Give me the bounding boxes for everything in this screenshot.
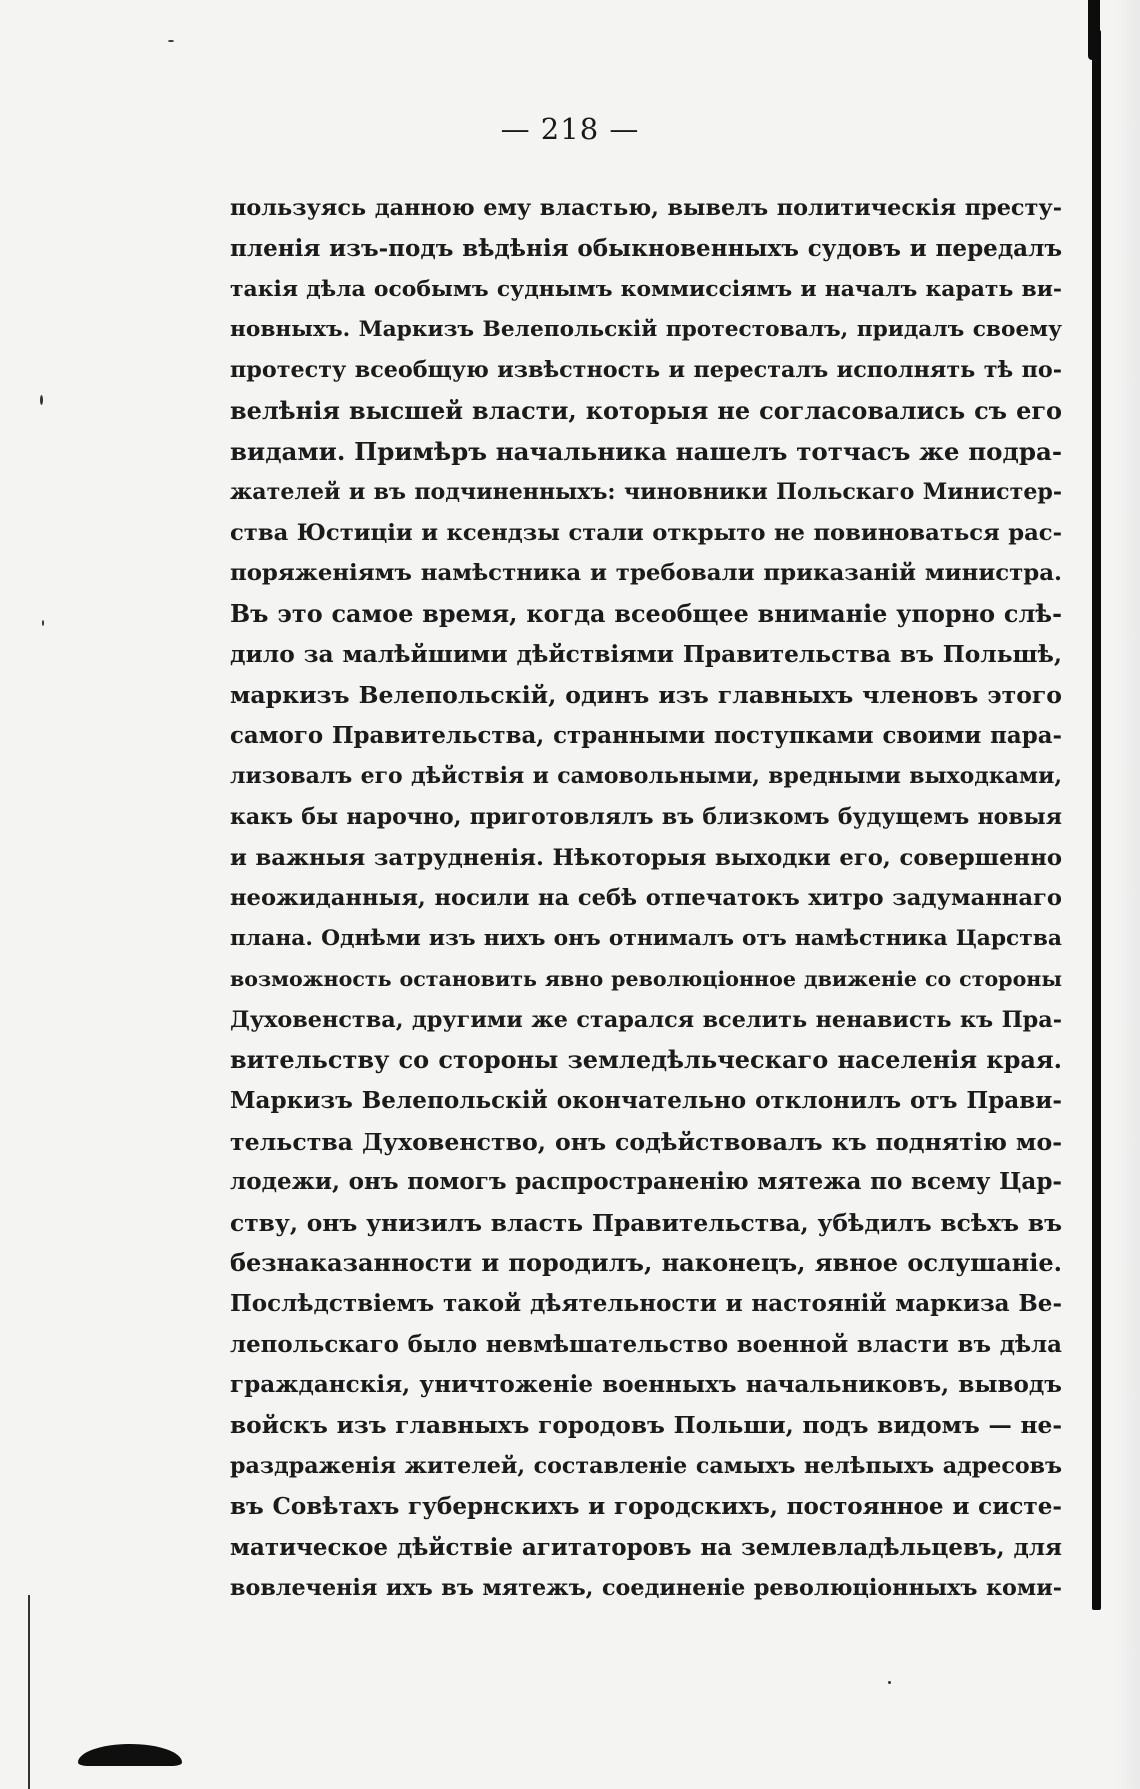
- text-line: ству, онъ унизилъ власть Правительства, убѣдилъ всѣхъ въ: [230, 1208, 1062, 1237]
- text-line: какъ бы нарочно, приготовлялъ въ близкомъ будущемъ новыя: [230, 803, 1062, 830]
- text-line: тельства Духовенство, онъ содѣйствовалъ къ поднятію мо-: [230, 1127, 1062, 1156]
- text-line: самого Правительства, странными поступками своими пара-: [230, 722, 1062, 749]
- scan-left-margin-line: [28, 1595, 30, 1789]
- scan-speck: [168, 40, 174, 42]
- text-line: Послѣдствіемъ такой дѣятельности и настояній маркиза Ве-: [230, 1290, 1062, 1318]
- text-line: гражданскія, уничтоженіе военныхъ начальниковъ, выводъ: [230, 1371, 1062, 1399]
- text-line: лизовалъ его дѣйствія и самовольными, вредными выходками,: [230, 763, 1062, 790]
- text-line: дило за малѣйшими дѣйствіями Правительства въ Польшѣ,: [230, 640, 1062, 668]
- scan-speck: [42, 620, 44, 626]
- text-line: войскъ изъ главныхъ городовъ Польши, подъ видомъ — не-: [230, 1411, 1062, 1439]
- text-line: такія дѣла особымъ суднымъ коммиссіямъ и началъ карать ви-: [230, 276, 1062, 303]
- text-line: матическое дѣйствіе агитаторовъ на землевладѣльцевъ, для: [230, 1533, 1062, 1561]
- text-line: лодежи, онъ помогъ распространенію мятежа по всему Цар-: [230, 1168, 1062, 1196]
- text-line: лепольскаго было невмѣшательство военной власти въ дѣла: [230, 1331, 1062, 1358]
- text-line: видами. Примѣръ начальника нашелъ тотчасъ же подра-: [230, 436, 1062, 466]
- text-line: ства Юстиціи и ксендзы стали открыто не повиноваться рас-: [230, 519, 1062, 546]
- text-line: поряженіямъ намѣстника и требовали приказаній министра.: [230, 560, 1062, 587]
- text-line: маркизъ Велепольскій, одинъ изъ главныхъ членовъ этого: [230, 681, 1062, 710]
- text-line: жателей и въ подчиненныхъ: чиновники Польскаго Министер-: [230, 479, 1062, 506]
- text-line: вительству со стороны земледѣльческаго населенія края.: [230, 1045, 1062, 1075]
- text-line: Духовенства, другими же старался вселить ненависть къ Пра-: [230, 1006, 1062, 1033]
- text-line: безнаказанности и породилъ, наконецъ, явное ослушаніе.: [230, 1248, 1062, 1278]
- text-line: возможность остановить явно революціонное движеніе со стороны: [230, 967, 1062, 992]
- text-line: новныхъ. Маркизъ Велепольскій протестовалъ, придалъ своему: [230, 316, 1062, 342]
- text-line: пленія изъ-подъ вѣдѣнія обыкновенныхъ судовъ и передалъ: [230, 234, 1062, 262]
- scan-speck: [40, 395, 43, 405]
- text-line: въ Совѣтахъ губернскихъ и городскихъ, постоянное и систе-: [230, 1493, 1062, 1520]
- text-line: Маркизъ Велепольскій окончательно отклонилъ отъ Прави-: [230, 1087, 1062, 1115]
- text-line: пользуясь данною ему властью, вывелъ политическія престу-: [230, 195, 1062, 221]
- text-line: вовлеченія ихъ въ мятежъ, соединеніе революціонныхъ коми-: [230, 1575, 1062, 1602]
- text-line: раздраженія жителей, составленіе самыхъ нелѣпыхъ адресовъ: [230, 1453, 1062, 1480]
- body-text: [230, 188, 1062, 1609]
- scan-speck: [888, 1681, 891, 1684]
- page-number: — 218 —: [500, 112, 640, 146]
- text-line: неожиданныя, носили на себѣ отпечатокъ хитро задуманнаго: [230, 885, 1062, 912]
- text-line: протесту всеобщую извѣстность и пересталъ исполнять тѣ по-: [230, 357, 1062, 384]
- text-line: Въ это самое время, когда всеобщее вниманіе упорно слѣ-: [230, 599, 1062, 628]
- scan-ink-blot: [78, 1744, 182, 1766]
- text-line: и важныя затрудненія. Нѣкоторыя выходки его, совершенно: [230, 844, 1062, 871]
- scan-binding-mark: [1092, 30, 1101, 1610]
- text-line: велѣнія высшей власти, которыя не согласовались съ его: [230, 395, 1062, 425]
- text-line: плана. Однѣми изъ нихъ онъ отнималъ отъ намѣстника Царства: [230, 925, 1062, 951]
